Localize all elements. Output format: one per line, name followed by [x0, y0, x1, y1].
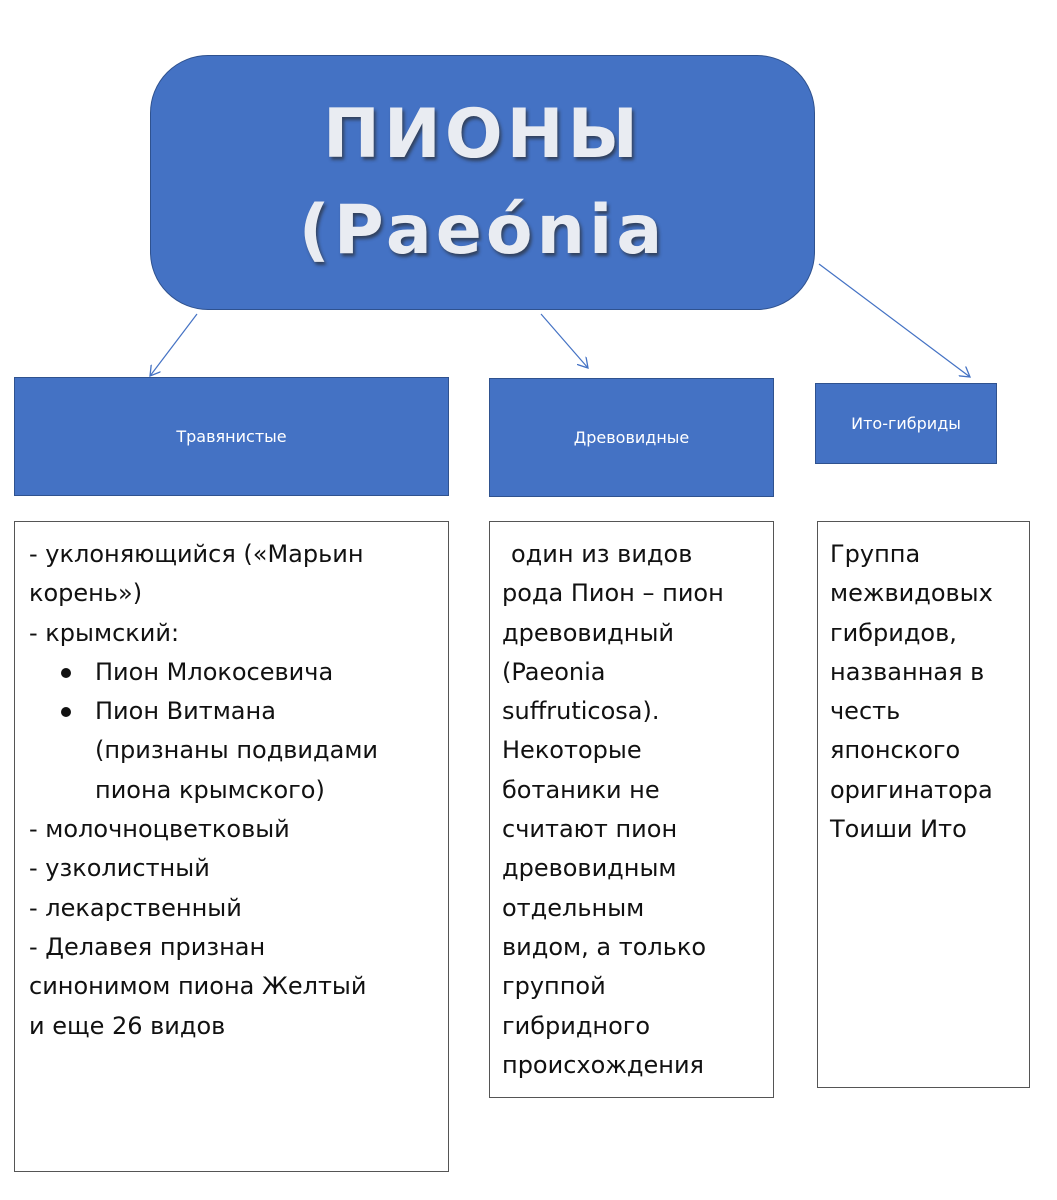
herbaceous-line: синонимом пиона Желтый	[29, 972, 367, 1001]
arrow-to-ito	[819, 264, 970, 377]
tree-line: отдельным	[502, 893, 645, 922]
bullet-text: Пион Млокосевича	[95, 657, 334, 686]
tree-line: (Paeonia	[502, 657, 606, 686]
herbaceous-line: - Делавея признан	[29, 932, 266, 961]
ito-line: названная в	[830, 657, 985, 686]
tree-line: ботаники не	[502, 775, 660, 804]
category-herbaceous	[14, 377, 449, 496]
bullet-continuation: (признаны подвидами	[95, 736, 379, 765]
arrow-to-tree	[541, 314, 588, 368]
ito-line: Группа	[830, 540, 921, 568]
herbaceous-line: - лекарственный	[29, 893, 242, 922]
bullet-continuation: пиона крымского)	[95, 775, 325, 804]
tree-line: древовидный	[502, 618, 674, 647]
tree-line: гибридного	[502, 1011, 651, 1040]
bullet-dot-icon	[61, 707, 71, 717]
category-herbaceous-label: Травянистые	[176, 427, 287, 446]
tree-line: группой	[502, 972, 606, 1001]
herbaceous-line: корень»)	[29, 579, 143, 608]
title-box	[150, 55, 815, 310]
tree-line: считают пион	[502, 815, 678, 844]
ito-line: межвидовых	[830, 579, 993, 608]
ito-line: честь	[830, 697, 901, 726]
title-line-1: ПИОНЫ	[323, 94, 642, 174]
arrow-to-herbaceous	[150, 314, 197, 376]
ito-line: японского	[830, 736, 961, 765]
tree-line: происхождения	[502, 1050, 704, 1079]
tree-line: Некоторые	[502, 736, 642, 765]
herbaceous-line: - уклоняющийся («Марьин	[29, 540, 364, 568]
title-line-2: (Paeónia	[298, 190, 667, 270]
category-ito	[815, 383, 997, 464]
bullet-text: Пион Витмана	[95, 697, 276, 726]
herbaceous-line: - узколистный	[29, 854, 210, 883]
tree-line: древовидным	[502, 854, 677, 883]
tree-line: рода Пион – пион	[502, 579, 724, 608]
ito-line: оригинатора	[830, 775, 993, 804]
tree-line: видом, а только	[502, 932, 707, 961]
category-tree	[489, 378, 774, 497]
bullet-dot-icon	[61, 668, 71, 678]
tree-description	[489, 521, 774, 1098]
herbaceous-line: - молочноцветковый	[29, 815, 290, 844]
herbaceous-line: и еще 26 видов	[29, 1011, 226, 1040]
category-tree-label: Древовидные	[573, 428, 690, 447]
ito-line: Тоиши Ито	[830, 815, 967, 844]
herbaceous-line: - крымский:	[29, 618, 180, 647]
ito-line: гибридов,	[830, 618, 957, 647]
bullet-item-vitman	[29, 692, 440, 731]
bullet-item-mlokosevich	[29, 653, 440, 692]
category-ito-label: Ито-гибриды	[851, 414, 961, 433]
tree-line: один из видов	[511, 540, 693, 568]
herbaceous-description	[14, 521, 449, 1172]
ito-description	[817, 521, 1030, 1088]
tree-line: suffruticosa).	[502, 697, 660, 726]
